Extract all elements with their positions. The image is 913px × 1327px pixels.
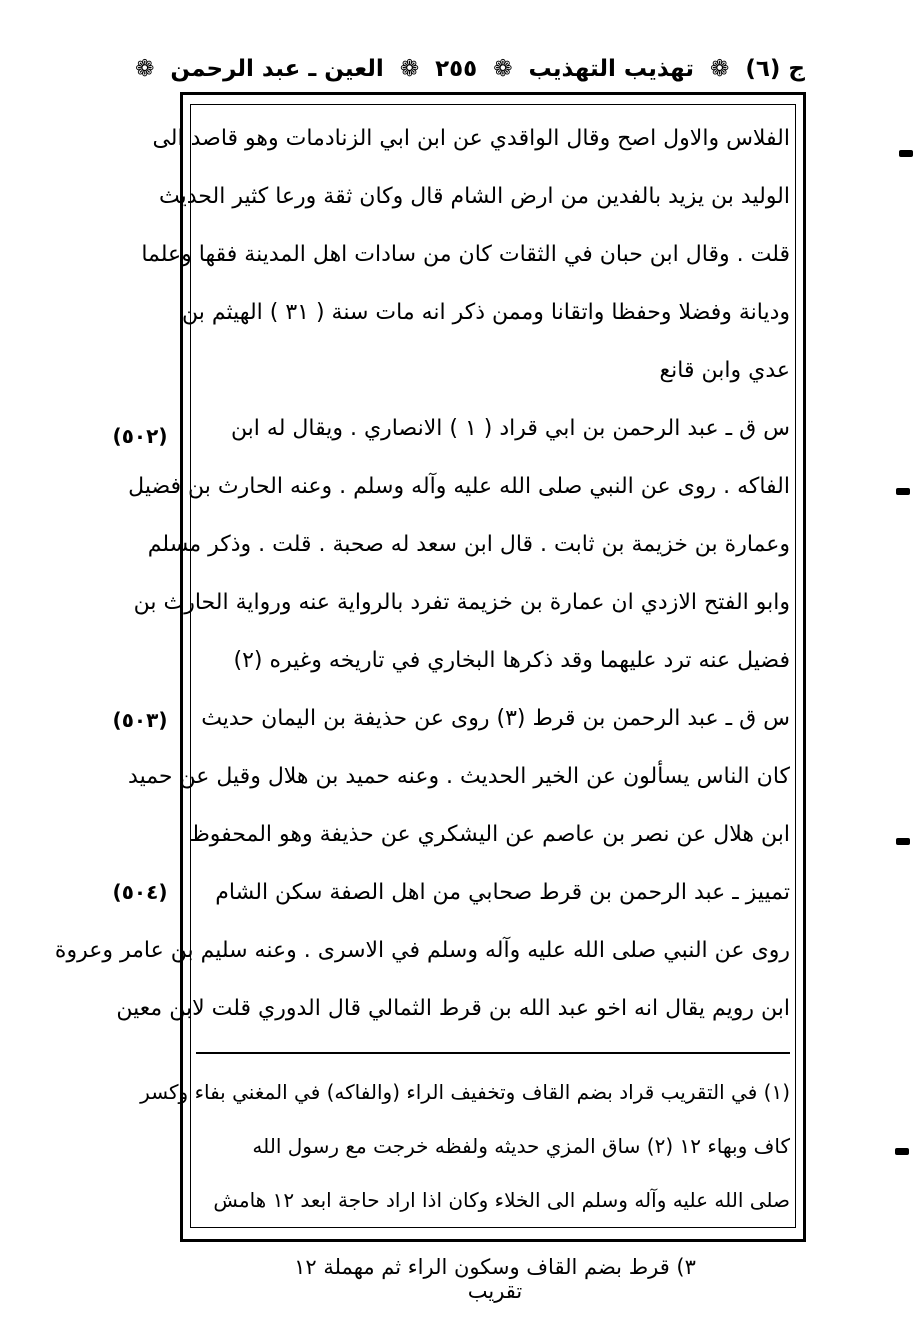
footnotes bbox=[140, 1065, 790, 1227]
footnote-divider bbox=[196, 1052, 790, 1054]
text-line: ابن هلال عن نصر بن عاصم عن اليشكري عن حذيفة وهو المحفوظ bbox=[189, 822, 790, 847]
bottom-footnote: ٣) قرط بضم القاف وسكون الراء ثم مهملة ١٢ تقريب bbox=[294, 1255, 696, 1303]
text-line: الفاكه . روى عن النبي صلى الله عليه وآله وسلم . وعنه الحارث بن فضيل bbox=[128, 474, 790, 499]
footnote-line: كاف وبهاء ١٢ (٢) ساق المزي حديثه ولفظه خرجت مع رسول الله bbox=[252, 1134, 790, 1158]
edge-mark bbox=[895, 1148, 909, 1155]
text-line: عدي وابن قانع bbox=[659, 358, 790, 383]
edge-mark bbox=[896, 488, 910, 495]
text-line: فضيل عنه ترد عليهما وقد ذكرها البخاري في تاريخه وغيره (٢) bbox=[233, 648, 790, 673]
running-header bbox=[135, 48, 805, 90]
header-book-title: تهذيب التهذيب bbox=[528, 56, 695, 82]
header-section: العين ـ عبد الرحمن bbox=[170, 56, 384, 82]
flower-ornament-icon: ❁ bbox=[493, 56, 513, 82]
footnote-line: صلى الله عليه وآله وسلم الى الخلاء وكان اذا اراد حاجة ابعد ١٢ هامش bbox=[213, 1188, 790, 1212]
edge-mark bbox=[899, 150, 913, 157]
text-line: الوليد بن يزيد بالفدين من ارض الشام قال وكان ثقة ورعا كثير الحديث bbox=[159, 184, 790, 209]
entry-number: (٥٠٢) bbox=[112, 424, 168, 448]
text-line: س ق ـ عبد الرحمن بن قرط (٣) روى عن حذيفة بن اليمان حديث bbox=[201, 706, 790, 731]
text-line: روى عن النبي صلى الله عليه وآله وسلم في الاسرى . وعنه سليم بن عامر وعروة bbox=[54, 938, 790, 963]
entry-number: (٥٠٣) bbox=[112, 708, 168, 732]
flower-ornament-icon: ❁ bbox=[135, 56, 155, 82]
text-line: وديانة وفضلا وحفظا واتقانا وممن ذكر انه مات سنة ( ٣١ ) الهيثم بن bbox=[182, 300, 790, 325]
flower-ornament-icon: ❁ bbox=[399, 56, 420, 82]
text-line: س ق ـ عبد الرحمن بن ابي قراد ( ١ ) الانصاري . ويقال له ابن bbox=[230, 416, 790, 441]
text-line: وعمارة بن خزيمة بن ثابت . قال ابن سعد له صحبة . قلت . وذكر مسلم bbox=[147, 532, 790, 557]
text-line: ابن رويم يقال انه اخو عبد الله بن قرط الثمالي قال الدوري قلت لابن معين bbox=[116, 996, 790, 1021]
entry-number: (٥٠٤) bbox=[112, 880, 168, 904]
header-volume: ج (٦) bbox=[745, 56, 805, 82]
text-line: كان الناس يسألون عن الخير الحديث . وعنه حميد بن هلال وقيل عن حميد bbox=[128, 764, 790, 789]
text-line: تمييز ـ عبد الرحمن بن قرط صحابي من اهل الصفة سكن الشام bbox=[215, 880, 790, 905]
text-line: وابو الفتح الازدي ان عمارة بن خزيمة تفرد بالرواية عنه ورواية الحارث بن bbox=[133, 590, 790, 615]
footnote-line: (١) في التقريب قراد بضم القاف وتخفيف الراء (والفاكه) في المغني بفاء وكسر bbox=[140, 1080, 790, 1104]
text-line: الفلاس والاول اصح وقال الواقدي عن ابن ابي الزنادمات وهو قاصد الى bbox=[152, 126, 790, 151]
edge-mark bbox=[896, 838, 910, 845]
text-line: قلت . وقال ابن حبان في الثقات كان من سادات اهل المدينة فقها وعلما bbox=[141, 242, 790, 267]
flower-ornament-icon: ❁ bbox=[710, 56, 730, 82]
header-page-number: ٢٥٥ bbox=[435, 56, 478, 82]
